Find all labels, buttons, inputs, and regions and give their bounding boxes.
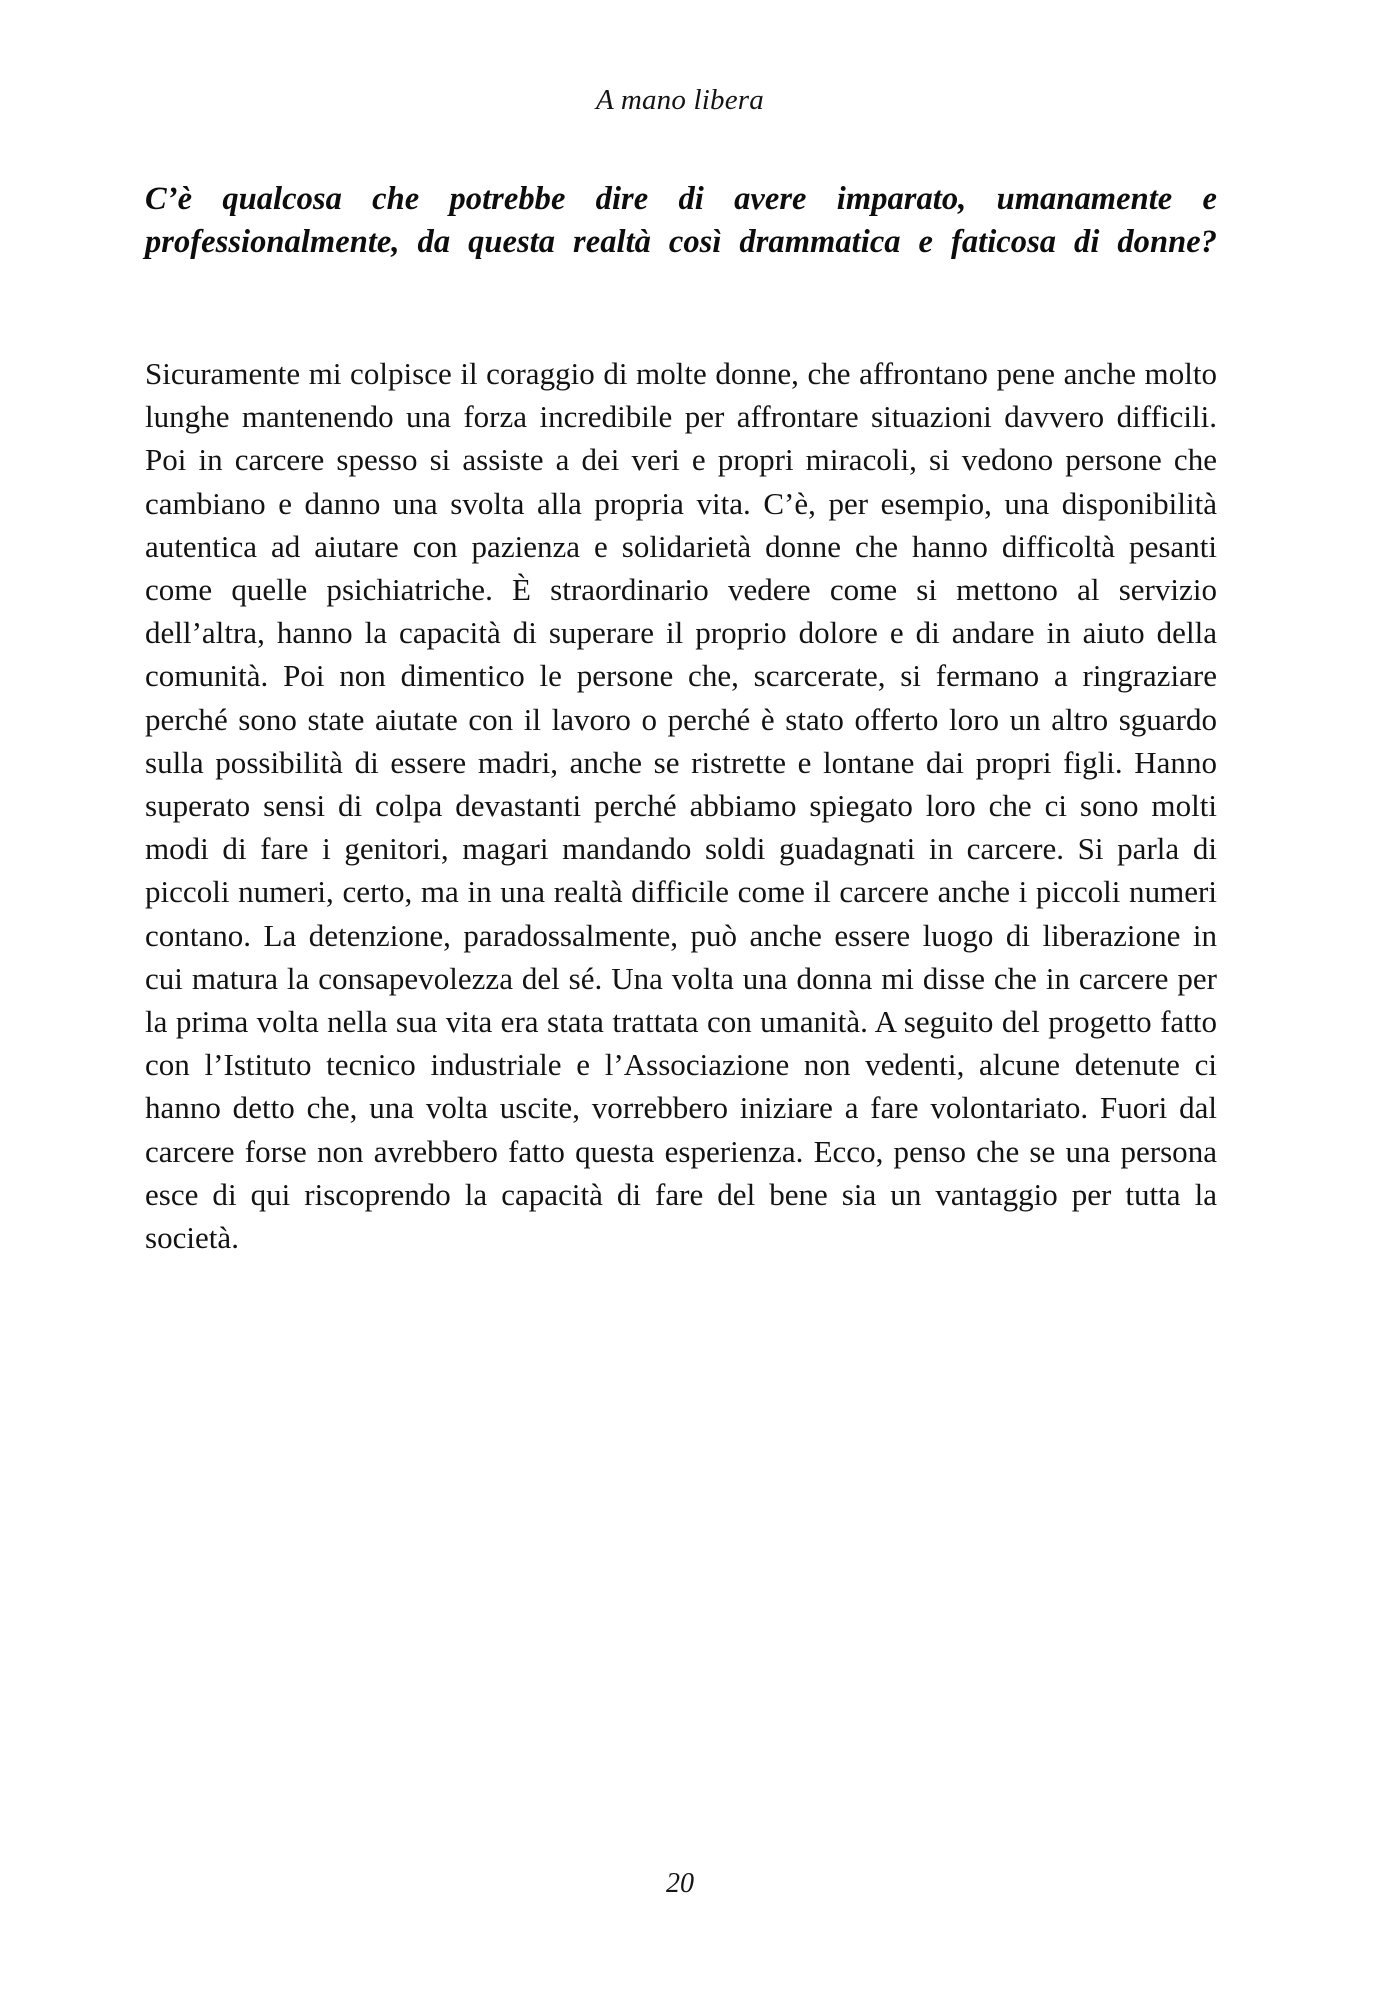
running-head: A mano libera — [595, 84, 764, 116]
body-paragraph: Sicuramente mi colpisce il coraggio di molte donne, che affrontano pene anche molto lunghe mantenendo una forza incredibile per affrontare situazioni davvero difficili. Poi in carcere spesso si assiste a dei veri e propri miracoli, si vedono persone che cambiano e danno una svolta alla propria vita. C’è, per esempio, una disponibilità autentica ad aiutare con pazienza e solidarietà donne che hanno difficoltà pesanti come quelle psichiatriche. È straordinario vedere come si mettono al servizio dell’altra, hanno la capacità di superare il proprio dolore e di andare in aiuto della comunità. Poi non dimentico le persone che, scarcerate, si fermano a ringraziare perché sono state aiutate con il lavoro o perché è stato offerto loro un altro sguardo sulla possibilità di essere madri, anche se ristrette e lontane dai propri figli. Hanno superato sensi di colpa devastanti perché abbiamo spiegato loro che ci sono molti modi di fare i genitori, magari mandando soldi guadagnati in carcere. Si parla di piccoli numeri, certo, ma in una realtà difficile come il carcere anche i piccoli numeri contano. La detenzione, paradossalmente, può anche essere luogo di liberazione in cui matura la consapevolezza del sé. Una volta una donna mi disse che in carcere per la prima volta nella sua vita era stata trattata con umanità. A seguito del progetto fatto con l’Istituto tecnico industriale e l’Associazione non vedenti, alcune detenute ci hanno detto che, una volta uscite, vorrebbero iniziare a fare volontariato. Fuori dal carcere forse non avrebbero fatto questa esperienza. Ecco, penso che se una persona esce di qui riscoprendo la capacità di fare del bene sia un vantaggio per tutta la società. — [145, 356, 1217, 1256]
page-number: 20 — [666, 1868, 694, 1899]
question-heading: C’è qualcosa che potrebbe dire di avere imparato, umanamente e professionalmente, da questa realtà così drammatica e faticosa di donne? — [145, 181, 1217, 260]
